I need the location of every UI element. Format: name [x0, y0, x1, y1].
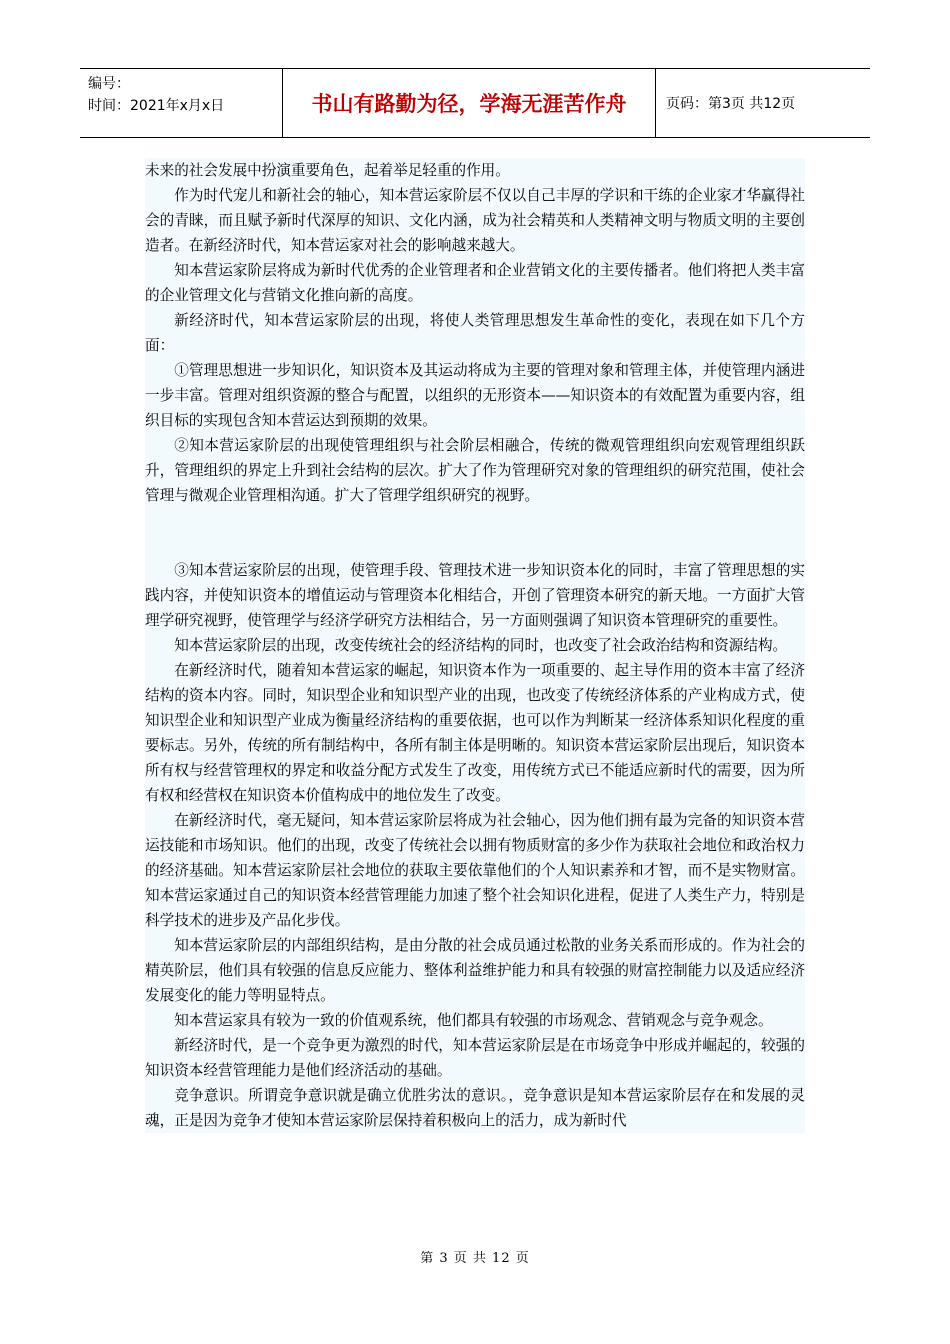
header-motto: 书山有路勤为径，学海无涯苦作舟: [283, 69, 656, 137]
body-paragraph: 在新经济时代，毫无疑问，知本营运家阶层将成为社会轴心，因为他们拥有最为完备的知识资本营运技能和市场知识。他们的出现，改变了传统社会以拥有物质财富的多少作为获取社会地位和政治权力的经济基础。知本营运家阶层社会地位的获取主要依靠他们的个人知识素养和才智，而不是实物财富。知本营运家通过自己的知识资本经营管理能力加速了整个社会知识化进程，促进了人类生产力，特别是科学技术的进步及产品化步伐。: [145, 812, 805, 929]
body-paragraph: 知本营运家阶层的出现，改变传统社会的经济结构的同时，也改变了社会政治结构和资源结构。: [174, 637, 788, 654]
body-paragraph: ②知本营运家阶层的出现使管理组织与社会阶层相融合，传统的微观管理组织向宏观管理组织跃升，管理组织的界定上升到社会结构的层次。扩大了作为管理研究对象的管理组织的研究范围，使社会管理与微观企业管理相沟通。扩大了管理学组织研究的视野。: [145, 437, 805, 504]
body-paragraph: 作为时代宠儿和新社会的轴心，知本营运家阶层不仅以自己丰厚的学识和干练的企业家才华赢得社会的青睐，而且赋予新时代深厚的知识、文化内涵，成为社会精英和人类精神文明与物质文明的主要创造者。在新经济时代，知本营运家对社会的影响越来越大。: [145, 187, 805, 254]
body-paragraph: 在新经济时代，随着知本营运家的崛起，知识资本作为一项重要的、起主导作用的资本丰富了经济结构的资本内容。同时，知识型企业和知识型产业的出现，也改变了传统经济体系的产业构成方式，使知识型企业和知识型产业成为衡量经济结构的重要依据，也可以作为判断某一经济体系知识化程度的重要标志。另外，传统的所有制结构中，各所有制主体是明晰的。知识资本营运家阶层出现后，知识资本所有权与经营管理权的界定和收益分配方式发生了改变，用传统方式已不能适应新时代的需要，因为所有权和经营权在知识资本价值构成中的地位发生了改变。: [145, 662, 805, 804]
body-paragraph: ①管理思想进一步知识化，知识资本及其运动将成为主要的管理对象和管理主体，并使管理内涵进一步丰富。管理对组织资源的整合与配置，以组织的无形资本——知识资本的有效配置为重要内容，组织目标的实现包含知本营运达到预期的效果。: [145, 362, 805, 429]
body-paragraph: 新经济时代，是一个竞争更为激烈的时代，知本营运家阶层是在市场竞争中形成并崛起的，较强的知识资本经营管理能力是他们经济活动的基础。: [145, 1037, 805, 1079]
page-header: [80, 68, 870, 138]
header-page-info: 页码：第3页 共12页: [666, 96, 796, 112]
paragraph-gap: [145, 508, 805, 558]
body-paragraph: 未来的社会发展中扮演重要角色，起着举足轻重的作用。: [145, 162, 510, 179]
body-paragraph: 知本营运家阶层将成为新时代优秀的企业管理者和企业营销文化的主要传播者。他们将把人类丰富的企业管理文化与营销文化推向新的高度。: [145, 262, 805, 304]
page-footer: 第 3 页 共 12 页: [420, 1251, 530, 1266]
document-body: [145, 158, 805, 1133]
body-paragraph: ③知本营运家阶层的出现，使管理手段、管理技术进一步知识资本化的同时，丰富了管理思想的实践内容，并使知识资本的增值运动与管理资本化相结合，开创了管理资本研究的新天地。一方面扩大管理学研究视野，使管理学与经济学研究方法相结合，另一方面则强调了知识资本管理研究的重要性。: [145, 562, 805, 629]
header-meta: [80, 69, 283, 137]
body-paragraph: 知本营运家具有较为一致的价值观系统，他们都具有较强的市场观念、营销观念与竞争观念。: [174, 1012, 773, 1029]
body-paragraph: 新经济时代，知本营运家阶层的出现，将使人类管理思想发生革命性的变化，表现在如下几个方面：: [145, 312, 805, 354]
body-paragraph: 知本营运家阶层的内部组织结构，是由分散的社会成员通过松散的业务关系而形成的。作为社会的精英阶层，他们具有较强的信息反应能力、整体利益维护能力和具有较强的财富控制能力以及适应经济发展变化的能力等明显特点。: [145, 937, 805, 1004]
document-date: 时间：2021年x月x日: [88, 98, 225, 114]
document-number: 编号：: [88, 76, 130, 92]
body-paragraph: 竞争意识。所谓竞争意识就是确立优胜劣汰的意识。，竞争意识是知本营运家阶层存在和发展的灵魂，正是因为竞争才使知本营运家阶层保持着积极向上的活力，成为新时代: [145, 1087, 805, 1129]
